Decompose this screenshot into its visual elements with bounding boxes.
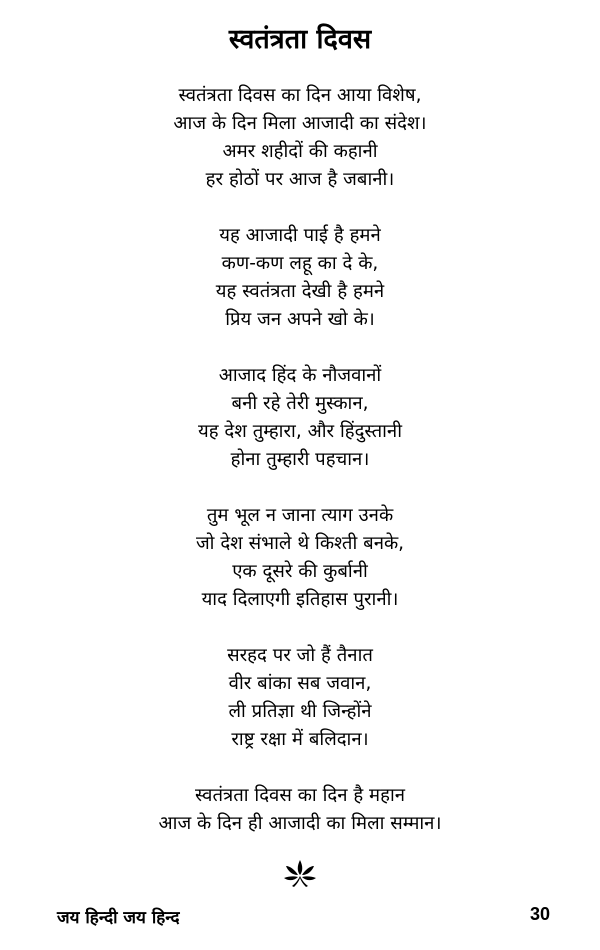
poem-line: हर होठों पर आज है जबानी।	[205, 169, 395, 190]
poem-line: बनी रहे तेरी मुस्कान,	[231, 393, 369, 414]
poem-line: तुम भूल न जाना त्याग उनके	[206, 505, 394, 526]
poem-body	[0, 82, 600, 866]
poem-line: स्वतंत्रता दिवस का दिन है महान	[194, 785, 406, 806]
poem-line: होना तुम्हारी पहचान।	[230, 449, 370, 470]
stanza	[0, 642, 600, 754]
poem-line: जो देश संभाले थे किश्ती बनके,	[195, 533, 405, 554]
poem-line: स्वतंत्रता दिवस का दिन आया विशेष,	[178, 85, 422, 106]
page-number: 30	[529, 904, 550, 924]
poem-line: आज के दिन ही आजादी का मिला सम्मान।	[158, 813, 442, 834]
poem-line: यह देश तुम्हारा, और हिंदुस्तानी	[198, 421, 402, 442]
poem-line: ली प्रतिज्ञा थी जिन्होंने	[228, 701, 372, 722]
poem-line: आज के दिन मिला आजादी का संदेश।	[173, 113, 427, 134]
poem-line: एक दूसरे की कुर्बानी	[232, 561, 368, 582]
poem-line: राष्ट्र रक्षा में बलिदान।	[231, 729, 369, 750]
poem-line: कण-कण लहू का दे के,	[221, 253, 379, 274]
poem-line: सरहद पर जो हैं तैनात	[227, 645, 373, 666]
poem-line: यह आजादी पाई है हमने	[219, 225, 381, 246]
poem-line: अमर शहीदों की कहानी	[222, 141, 378, 162]
poem-line: वीर बांका सब जवान,	[228, 673, 372, 694]
stanza	[0, 502, 600, 614]
poem-line: याद दिलाएगी इतिहास पुरानी।	[201, 589, 399, 610]
floral-ornament-icon	[282, 858, 318, 888]
stanza	[0, 782, 600, 838]
stanza	[0, 222, 600, 334]
poem-title: स्वतंत्रता दिवस	[228, 24, 372, 55]
stanza	[0, 82, 600, 194]
poem-line: आजाद हिंद के नौजवानों	[218, 365, 382, 386]
poem-line: यह स्वतंत्रता देखी है हमने	[215, 281, 385, 302]
stanza	[0, 362, 600, 474]
footer-slogan: जय हिन्दी जय हिन्द	[57, 908, 180, 928]
poem-line: प्रिय जन अपने खो के।	[225, 309, 375, 330]
